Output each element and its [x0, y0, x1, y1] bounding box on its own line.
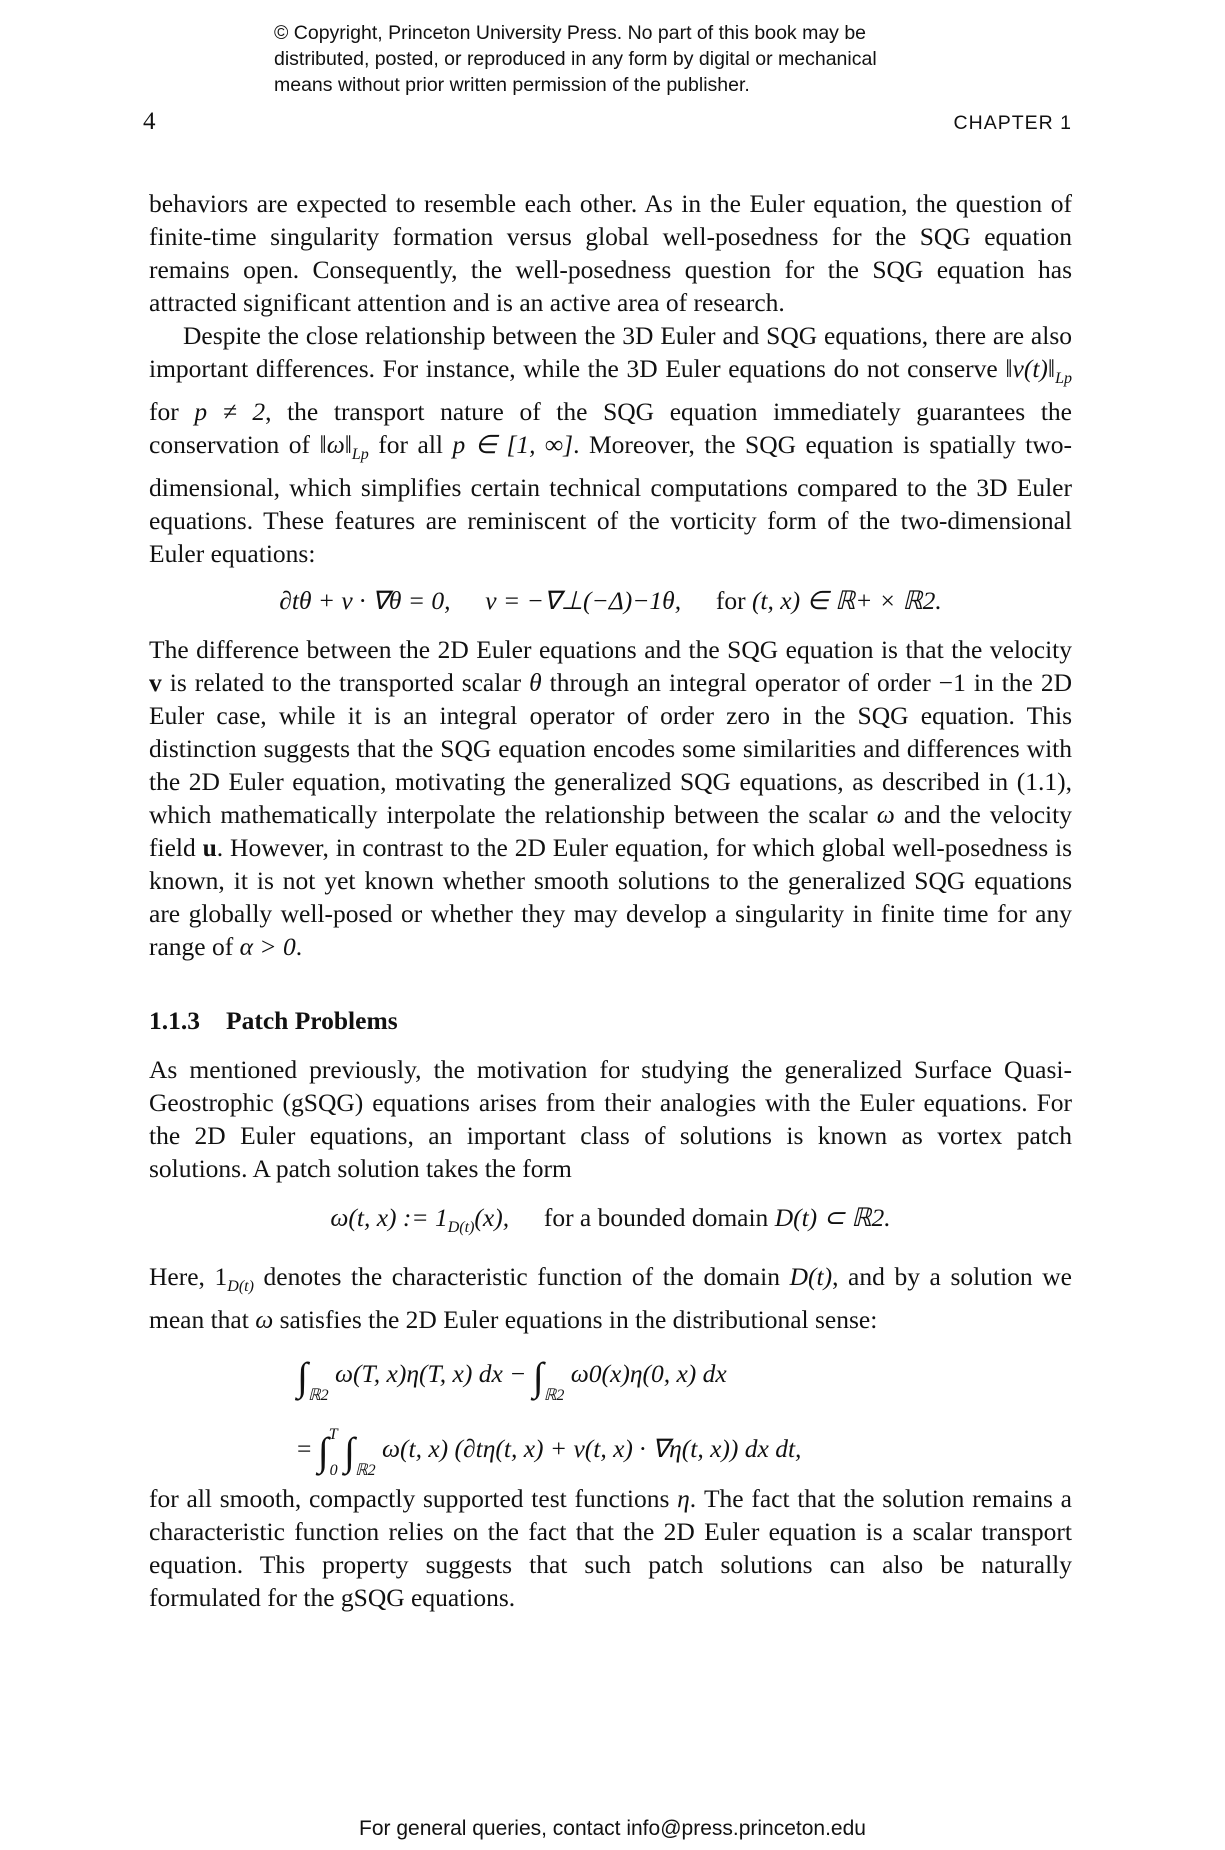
running-head: CHAPTER 1 [953, 112, 1072, 134]
copyright-line: © Copyright, Princeton University Press. No part of this book may be [274, 22, 867, 44]
page-number: 4 [143, 108, 156, 135]
copyright-line: means without prior written permission of the publisher. [274, 74, 750, 96]
section-number: 1.1.3 [149, 1006, 200, 1036]
paragraph-4: As mentioned previously, the motivation for studying the generalized Surface Quasi-Geostrophic (gSQG) equations arises from their analogies with the Euler equations. For the 2D Euler equations, an important class of solutions is known as vortex patch solutions. A patch solution takes the form [149, 1055, 1072, 1184]
section-heading [149, 1004, 1072, 1037]
math-inline: p ∈ [1, ∞] [452, 430, 574, 460]
section-title: Patch Problems [226, 1006, 398, 1036]
paragraph-6: for all smooth, compactly supported test functions η. The fact that the solution remains a characteristic function relies on the fact that the 2D Euler equation is a scalar transport equation. This property suggests that such patch solutions can also be naturally formulated for the gSQG equations. [149, 1484, 1072, 1613]
equation-weak-formulation: $\int_{ℝ2}$ ω(T, x)η(T, x) dx − $\int_{ℝ2}$ ω0(x)η(0, x) dx = ∫$^T_0$ $\int_{ℝ2}$ ω(t, x) (∂tη(t, x) + v(t, x) · ∇η(t, x)) dx dt, [297, 1354, 802, 1480]
math-inline: p ≠ 2 [194, 397, 266, 427]
paragraph-2: Despite the close relationship between the 3D Euler and SQG equations, there are also important differences. For instance, while the 3D Euler equations do not conserve $‖v(t)‖_{Lp}$ for p ≠ 2, the transport nature of the SQG equation immediately guarantees the conservation of $‖\omega‖_{Lp}$ for all p ∈ [1, ∞]. Moreover, the SQG equation is spatially two-dimensional, which simplifies certain technical computations compared to the 3D Euler equations. These features are reminiscent of the vorticity form of the two-dimensional Euler equations: [149, 321, 1072, 569]
paragraph-3: The difference between the 2D Euler equations and the SQG equation is that the velocity v is related to the transported scalar θ through an integral operator of order −1 in the 2D Euler case, while it is an integral operator of order zero in the SQG equation. This distinction suggests that the SQG equation encodes some similarities and differences with the 2D Euler equation, motivating the generalized SQG equations, as described in (1.1), which mathematically interpolate the relationship between the scalar ω and the velocity field u. However, in contrast to the 2D Euler equation, for which global well-posedness is known, it is not yet known whether smooth solutions to the generalized SQG equations are globally well-posed or whether they may develop a singularity in finite time for any range of α > 0. [149, 635, 1072, 962]
page-body [149, 187, 1072, 1614]
math-inline: ‖ω‖ [319, 430, 352, 460]
paragraph-1: behaviors are expected to resemble each other. As in the Euler equation, the question of finite-time singularity formation versus global well-posedness for the SQG equation remains open. Consequently, the well-posedness question for the SQG equation has attracted significant attention and is an active area of research. [149, 189, 1072, 317]
math-inline: ‖v(t)‖ [1005, 354, 1056, 383]
copyright-notice [274, 20, 1034, 98]
equation-sqg-vorticity: ∂tθ + v · ∇θ = 0, v = −∇⊥(−Δ)−1θ, for (t, x) ∈ ℝ+ × ℝ2. [279, 586, 942, 616]
paragraph-5: Here, $1_{D(t)}$ denotes the characteristic function of the domain D(t), and by a solution we mean that ω satisfies the 2D Euler equations in the distributional sense: [149, 1262, 1072, 1335]
footer-contact: For general queries, contact info@press.princeton.edu [359, 1817, 866, 1840]
copyright-line: distributed, posted, or reproduced in any form by digital or mechanical [274, 48, 877, 70]
equation-patch-definition: ω(t, x) := $1_{D(t)}(x)$, for a bounded domain D(t) ⊂ ℝ2. [330, 1203, 891, 1237]
